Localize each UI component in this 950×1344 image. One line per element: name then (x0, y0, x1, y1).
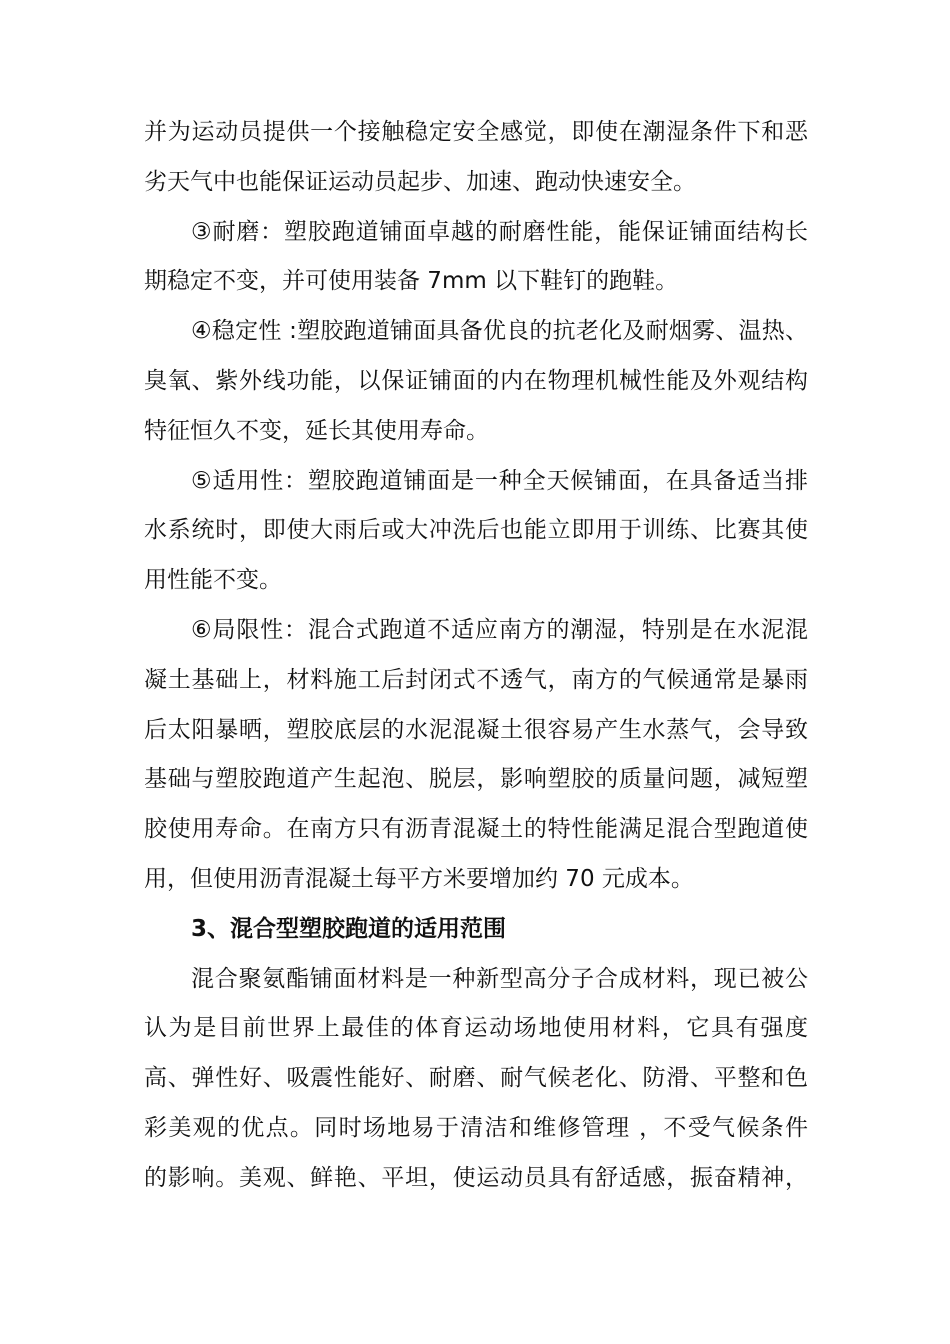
text-line: ④稳定性 :塑胶跑道铺面具备优良的抗老化及耐烟雾、温热、 (191, 318, 808, 345)
text-line: 臭氧、紫外线功能，以保证铺面的内在物理机械性能及外观结构 (144, 367, 808, 394)
text-line: 劣天气中也能保证运动员起步、加速、跑动快速安全。 (144, 168, 696, 195)
text-line: 凝土基础上，材料施工后封闭式不透气，南方的气候通常是暴雨 (144, 666, 808, 693)
text-line: 混合聚氨酯铺面材料是一种新型高分子合成材料，现已被公 (191, 965, 808, 992)
text-line: 用，但使用沥青混凝土每平方米要增加约 70 元成本。 (144, 865, 694, 892)
text-line: 特征恒久不变，延长其使用寿命。 (144, 417, 489, 444)
text-line: 彩美观的优点。同时场地易于清洁和维修管理 ，不受气候条件 (144, 1114, 808, 1141)
text-line: 基础与塑胶跑道产生起泡、脱层，影响塑胶的质量问题，减短塑 (144, 766, 808, 793)
text-line: ⑤适用性：塑胶跑道铺面是一种全天候铺面，在具备适当排 (191, 467, 808, 494)
text-line: 期稳定不变，并可使用装备 7mm 以下鞋钉的跑鞋。 (144, 268, 679, 295)
text-line: 的影响。美观、鲜艳、平坦，使运动员具有舒适感，振奋精神， (144, 1164, 808, 1191)
section-heading: 3、混合型塑胶跑道的适用范围 (191, 915, 507, 942)
text-line: 水系统时，即使大雨后或大冲洗后也能立即用于训练、比赛其使 (144, 517, 808, 544)
text-line: 认为是目前世界上最佳的体育运动场地使用材料，它具有强度 (144, 1015, 808, 1042)
text-line: ③耐磨：塑胶跑道铺面卓越的耐磨性能，能保证铺面结构长 (191, 218, 808, 245)
text-line: 胶使用寿命。在南方只有沥青混凝土的特性能满足混合型跑道使 (144, 816, 808, 843)
text-line: 用性能不变。 (144, 567, 282, 594)
text-line: 并为运动员提供一个接触稳定安全感觉，即使在潮湿条件下和恶 (144, 119, 808, 145)
text-line: 后太阳暴晒，塑胶底层的水泥混凝土很容易产生水蒸气，会导致 (144, 716, 808, 743)
text-line: 高、弹性好、吸震性能好、耐磨、耐气候老化、防滑、平整和色 (144, 1065, 808, 1092)
text-line: ⑥局限性：混合式跑道不适应南方的潮湿，特别是在水泥混 (191, 616, 808, 643)
body-text (144, 108, 808, 1204)
